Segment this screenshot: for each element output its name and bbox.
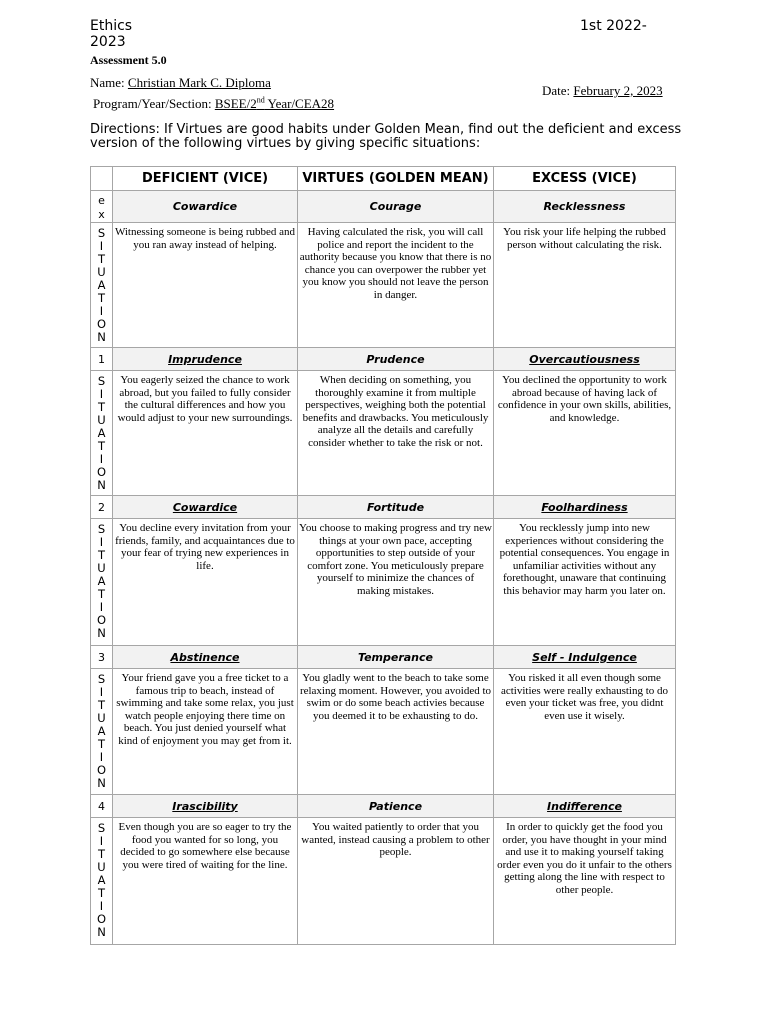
- excess-vice: Recklessness: [543, 200, 626, 213]
- situation-letter: T: [97, 439, 106, 453]
- situation-letter: T: [97, 400, 106, 414]
- situation-letter: O: [96, 465, 107, 479]
- subject-heading: [90, 18, 132, 50]
- situation-letter: T: [97, 847, 106, 861]
- situation-label: [91, 223, 113, 348]
- deficient-vice: Abstinence: [170, 650, 240, 664]
- header-excess: EXCESS (VICE): [494, 167, 676, 191]
- situation-letter: I: [99, 535, 104, 549]
- deficient-situation: You decline every invitation from your friends, family, and acquaintances due to your fear of trying new experiences in life.: [113, 519, 298, 646]
- row-number: 3: [91, 646, 113, 669]
- deficient-vice: Irascibility: [172, 799, 238, 813]
- situation-letter: I: [99, 834, 104, 848]
- situation-letter: I: [99, 685, 104, 699]
- situation-letter: I: [99, 750, 104, 764]
- situation-letter: U: [97, 860, 106, 874]
- name-line: [90, 75, 271, 91]
- excess-situation: In order to quickly get the food you order, you have thought in your mind and use it to making yourself taking order even you do it unfair to the others getting along the line with respect to other people.: [494, 818, 676, 945]
- header-blank: [91, 167, 113, 191]
- deficient-vice-cell: [113, 191, 298, 223]
- situation-letter: I: [99, 600, 104, 614]
- situation-letter: N: [97, 776, 106, 790]
- excess-vice: Foolhardiness: [541, 500, 628, 514]
- situation-letter: T: [97, 587, 106, 601]
- virtue-row: [91, 348, 676, 371]
- term-label: 1st 2022-: [580, 18, 647, 34]
- situation-letter: T: [97, 548, 106, 562]
- excess-situation: You recklessly jump into new experiences without considering the potential consequences. You engage in unfamiliar activities without any forethought, unaware that continuing this behavior may harm you later on.: [494, 519, 676, 646]
- situation-letter: U: [97, 413, 106, 427]
- virtue-situation: You waited patiently to order that you wanted, instead causing a problem to other people.: [298, 818, 494, 945]
- virtue-situation: Having calculated the risk, you will call police and report the incident to the authority because you know that there is no chance you can overpower the rubber yet you know you should not leave the person in danger.: [298, 223, 494, 348]
- virtues-table: [90, 166, 676, 945]
- deficient-situation: Witnessing someone is being rubbed and you ran away instead of helping.: [113, 223, 298, 348]
- virtue-name-cell: [298, 191, 494, 223]
- excess-situation: You risked it all even though some activities were really exhausting to do even your ticket was free, you didnt even use it wisely.: [494, 669, 676, 795]
- excess-situation: You risk your life helping the rubbed person without calculating the risk.: [494, 223, 676, 348]
- virtue-row: [91, 795, 676, 818]
- situation-letter: I: [99, 239, 104, 253]
- situation-letter: A: [97, 574, 106, 588]
- situation-letter: T: [97, 291, 106, 305]
- excess-vice-cell: [494, 496, 676, 519]
- virtue-name: Patience: [368, 799, 423, 813]
- excess-vice-cell: [494, 348, 676, 371]
- excess-vice-cell: [494, 646, 676, 669]
- situation-letter: I: [99, 452, 104, 466]
- situation-letter: O: [96, 317, 107, 331]
- situation-letter: U: [97, 265, 106, 279]
- situation-letter: I: [99, 387, 104, 401]
- deficient-vice: Cowardice: [172, 500, 238, 514]
- situation-label: [91, 818, 113, 945]
- assessment-title: Assessment 5.0: [90, 53, 167, 67]
- virtue-name-cell: [298, 496, 494, 519]
- virtue-name: Temperance: [357, 650, 433, 664]
- virtue-situation: You choose to making progress and try new things at your own pace, accepting opportunities to step outside of your comfort zone. You meticulously prepare yourself to minimize the chances of making mistakes.: [298, 519, 494, 646]
- virtue-name-cell: [298, 795, 494, 818]
- situation-letter: A: [97, 724, 106, 738]
- situation-label: [91, 519, 113, 646]
- date-label: Date:: [542, 83, 574, 98]
- name-value: Christian Mark C. Diploma: [127, 75, 271, 90]
- situation-letter: T: [97, 886, 106, 900]
- virtue-row: [91, 191, 676, 223]
- table-body: [91, 191, 676, 945]
- subject-label: Ethics: [90, 18, 133, 34]
- deficient-vice-cell: [113, 496, 298, 519]
- excess-situation: You declined the opportunity to work abroad because of having lack of confidence in your own skills, abilities, and knowledge.: [494, 371, 676, 496]
- date-line: [542, 83, 663, 99]
- name-label: Name:: [90, 75, 128, 90]
- directions-text: Directions: If Virtues are good habits under Golden Mean, find out the deficient and excess version of the following virtues by giving specific situations:: [90, 122, 682, 151]
- date-value: February 2, 2023: [573, 83, 663, 98]
- virtue-row: [91, 496, 676, 519]
- excess-vice: Overcautiousness: [529, 352, 640, 366]
- situation-letter: T: [97, 252, 106, 266]
- deficient-situation: Even though you are so eager to try the food you wanted for so long, you decided to go somewhere else because you were tired of waiting for the line.: [113, 818, 298, 945]
- excess-vice: Indifference: [547, 799, 622, 813]
- virtue-name: Fortitude: [366, 500, 425, 514]
- excess-vice-cell: [494, 795, 676, 818]
- situation-row: [91, 818, 676, 945]
- situation-letter: U: [97, 561, 106, 575]
- program-post: Year/CEA28: [264, 96, 335, 111]
- situation-letter: U: [97, 711, 106, 725]
- deficient-vice-cell: [113, 646, 298, 669]
- table-header-row: [91, 167, 676, 191]
- situation-letter: N: [97, 925, 106, 939]
- program-value: [215, 96, 334, 111]
- program-label: Program/Year/Section:: [93, 96, 215, 111]
- virtue-situation: When deciding on something, you thoroughly examine it from multiple perspectives, weighing both the potential benefits and drawbacks. You meticulously analyze all the details and carefully consider whether to take the risk or not.: [298, 371, 494, 496]
- situation-letter: A: [97, 426, 106, 440]
- situation-letter: I: [99, 304, 104, 318]
- year-label: 2023: [90, 34, 126, 50]
- virtue-name: Prudence: [366, 352, 425, 366]
- deficient-vice: Cowardice: [172, 200, 238, 213]
- virtue-name-cell: [298, 348, 494, 371]
- virtue-row: [91, 646, 676, 669]
- situation-letter: S: [97, 226, 106, 240]
- deficient-situation: Your friend gave you a free ticket to a famous trip to beach, instead of swimming and take some relax, you just watch people enjoying there time on beach. You just denied yourself what kind of enjoyment you may get from it.: [113, 669, 298, 795]
- situation-letter: A: [97, 278, 106, 292]
- situation-letter: A: [97, 873, 106, 887]
- situation-letter: S: [97, 821, 106, 835]
- situation-letter: S: [97, 522, 106, 536]
- deficient-situation: You eagerly seized the chance to work abroad, but you failed to fully consider the cultural differences and how you would adjust to your new surroundings.: [113, 371, 298, 496]
- deficient-vice-cell: [113, 348, 298, 371]
- situation-letter: S: [97, 672, 106, 686]
- situation-letter: T: [97, 698, 106, 712]
- program-line: [93, 96, 334, 112]
- situation-letter: O: [96, 912, 107, 926]
- example-marker: [91, 191, 113, 223]
- deficient-vice: Imprudence: [168, 352, 242, 366]
- program-sup: nd: [256, 95, 265, 105]
- situation-row: [91, 371, 676, 496]
- row-number: 2: [91, 496, 113, 519]
- situation-letter: S: [97, 374, 106, 388]
- header-deficient: DEFICIENT (VICE): [113, 167, 298, 191]
- excess-vice-cell: [494, 191, 676, 223]
- situation-letter: O: [96, 763, 107, 777]
- virtue-name-cell: [298, 646, 494, 669]
- situation-row: [91, 669, 676, 795]
- virtue-situation: You gladly went to the beach to take some relaxing moment. However, you avoided to swim or do some beach activies because you deemed it to be exhausting to do.: [298, 669, 494, 795]
- row-number: 1: [91, 348, 113, 371]
- situation-letter: T: [97, 737, 106, 751]
- situation-row: [91, 223, 676, 348]
- example-letter: x: [98, 208, 105, 221]
- situation-label: [91, 669, 113, 795]
- row-number: 4: [91, 795, 113, 818]
- excess-vice: Self - Indulgence: [532, 650, 637, 664]
- situation-letter: N: [97, 626, 106, 640]
- situation-letter: N: [97, 330, 106, 344]
- situation-letter: I: [99, 899, 104, 913]
- header-virtue: VIRTUES (GOLDEN MEAN): [298, 167, 494, 191]
- program-pre: BSEE/2: [214, 96, 257, 111]
- situation-row: [91, 519, 676, 646]
- virtue-name: Courage: [369, 200, 422, 213]
- situation-label: [91, 371, 113, 496]
- situation-letter: N: [97, 478, 106, 492]
- example-letter: e: [98, 194, 105, 207]
- situation-letter: O: [96, 613, 107, 627]
- deficient-vice-cell: [113, 795, 298, 818]
